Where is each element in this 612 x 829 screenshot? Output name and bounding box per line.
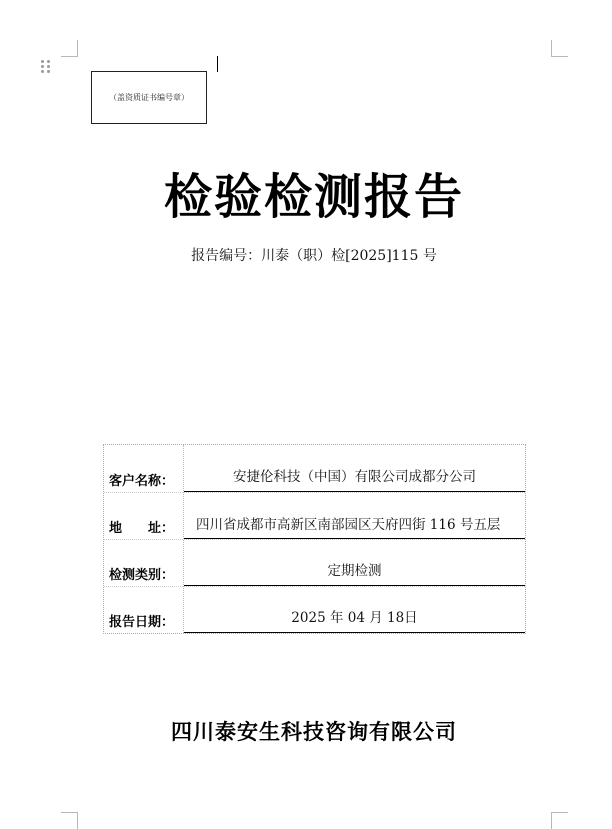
category-label: 检测类别：	[109, 568, 175, 583]
page-corner-bottom-right	[551, 812, 568, 829]
address-label: 地 址：	[109, 521, 175, 536]
text-cursor	[217, 56, 218, 72]
table-row-address	[104, 492, 525, 539]
address-value[interactable]: 四川省成都市高新区南部园区天府四街 116 号五层	[184, 515, 525, 539]
table-row-category	[104, 539, 525, 586]
drag-handle-icon[interactable]	[41, 60, 51, 74]
page-corner-bottom-left	[61, 812, 78, 829]
report-info-table	[103, 444, 526, 634]
issuing-company: 四川泰安生科技咨询有限公司	[171, 719, 457, 744]
page-corner-top-left	[61, 40, 78, 57]
table-row-client	[104, 445, 525, 492]
date-value[interactable]: 2025 年 04 月 18日	[184, 608, 525, 633]
table-row-date	[104, 586, 525, 633]
stamp-placeholder-text: （盖资质证书编号章）	[109, 93, 189, 102]
client-value[interactable]: 安捷伦科技（中国）有限公司成都分公司	[184, 467, 525, 492]
date-label: 报告日期：	[109, 615, 175, 630]
stamp-placeholder-box	[91, 71, 207, 124]
report-number: 报告编号：川泰（职）检[2025]115 号	[191, 248, 437, 264]
client-label: 客户名称：	[109, 474, 175, 489]
category-value[interactable]: 定期检测	[184, 561, 525, 586]
report-title: 检验检测报告	[163, 169, 464, 225]
page-corner-top-right	[551, 40, 568, 57]
